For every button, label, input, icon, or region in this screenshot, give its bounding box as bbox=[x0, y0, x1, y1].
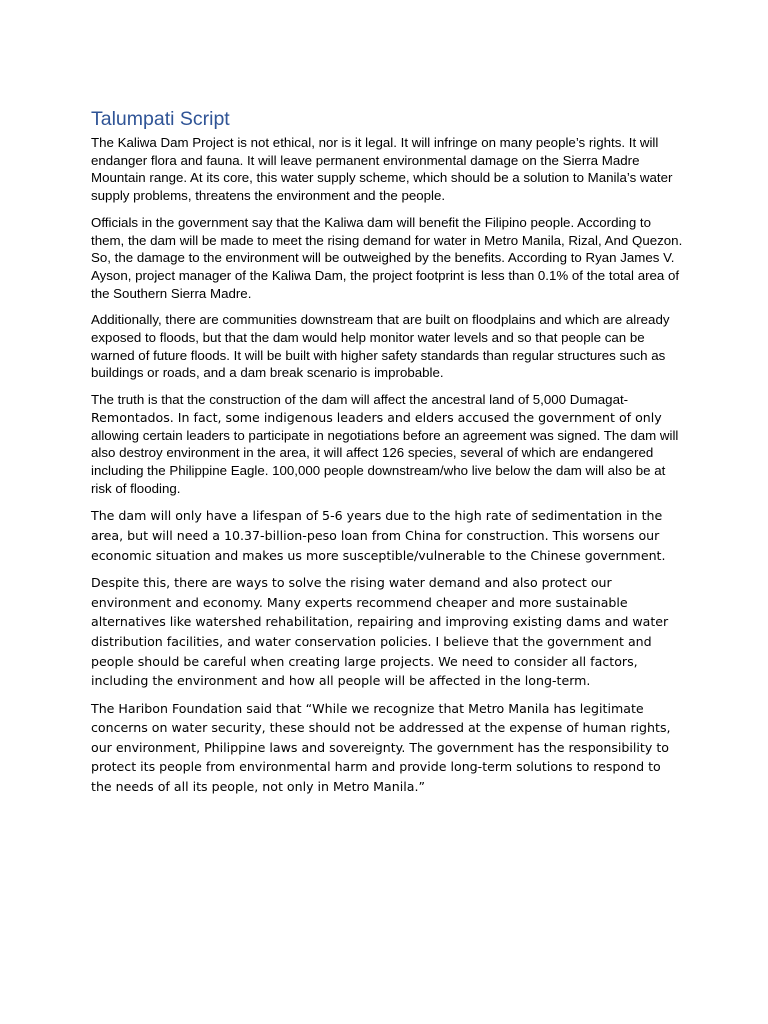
paragraph-7: The Haribon Foundation said that “While we recognize that Metro Manila has legitimate concerns on water security, these should not be addressed at the expense of human rights, our environment, Philippine laws and sovereignty. The government has the responsibility to protect its people from environmental harm and provide long-term solutions to respond to the needs of all its people, not only in Metro Manila.” bbox=[91, 700, 671, 795]
paragraph-5: The dam will only have a lifespan of 5-6 years due to the high rate of sedimentation in the area, but will need a 10.37-billion-peso loan from China for construction. This worsens our economic situation and makes us more susceptible/vulnerable to the Chinese government. bbox=[91, 508, 666, 563]
paragraph-2: Officials in the government say that the Kaliwa dam will benefit the Filipino people. According to them, the dam will be made to meet the rising demand for water in Metro Manila, Rizal, And Quezon. So, the damage to the environment will be outweighed by the benefits. According to Ryan James V. Ayson, project manager of the Kaliwa Dam, the project footprint is less than 0.1% of the total area of the Southern Sierra Madre. bbox=[91, 214, 683, 301]
paragraph-3: Additionally, there are communities downstream that are built on floodplains and which are already exposed to floods, but that the dam would help monitor water levels and so that people can be warned of future floods. It will be built with higher safety standards than regular structures such as buildings or roads, and a dam break scenario is improbable. bbox=[91, 312, 670, 381]
document-body bbox=[91, 106, 683, 805]
paragraph-4 bbox=[91, 391, 683, 497]
paragraph-4-segment-1: The truth is that the construction of the dam will affect the ancestral land of 5,000 Dumagat- bbox=[91, 392, 629, 408]
paragraph-4-segment-3: allowing certain leaders to participate in negotiations before an agreement was signed. The dam will also destroy environment in the area, it will affect 126 species, several of which are endangered including the Philippine Eagle. 100,000 people downstream/who live below the dam will also be at risk of flooding. bbox=[91, 427, 679, 496]
paragraph-4-segment-2: Remontados. In fact, some indigenous leaders and elders accused the government of only bbox=[91, 409, 662, 425]
paragraph-6: Despite this, there are ways to solve the rising water demand and also protect our environment and economy. Many experts recommend cheaper and more sustainable alternatives like watershed rehabilitation, repairing and improving existing dams and water distribution facilities, and water conservation policies. I believe that the government and people should be careful when creating large projects. We need to consider all factors, including the environment and how all people will be affected in the long-term. bbox=[91, 575, 669, 689]
document-title: Talumpati Script bbox=[91, 108, 230, 130]
paragraph-1: The Kaliwa Dam Project is not ethical, nor is it legal. It will infringe on many people’s rights. It will endanger flora and fauna. It will leave permanent environmental damage on the Sierra Madre Mountain range. At its core, this water supply scheme, which should be a solution to Manila’s water supply problems, threatens the environment and the people. bbox=[91, 135, 673, 204]
